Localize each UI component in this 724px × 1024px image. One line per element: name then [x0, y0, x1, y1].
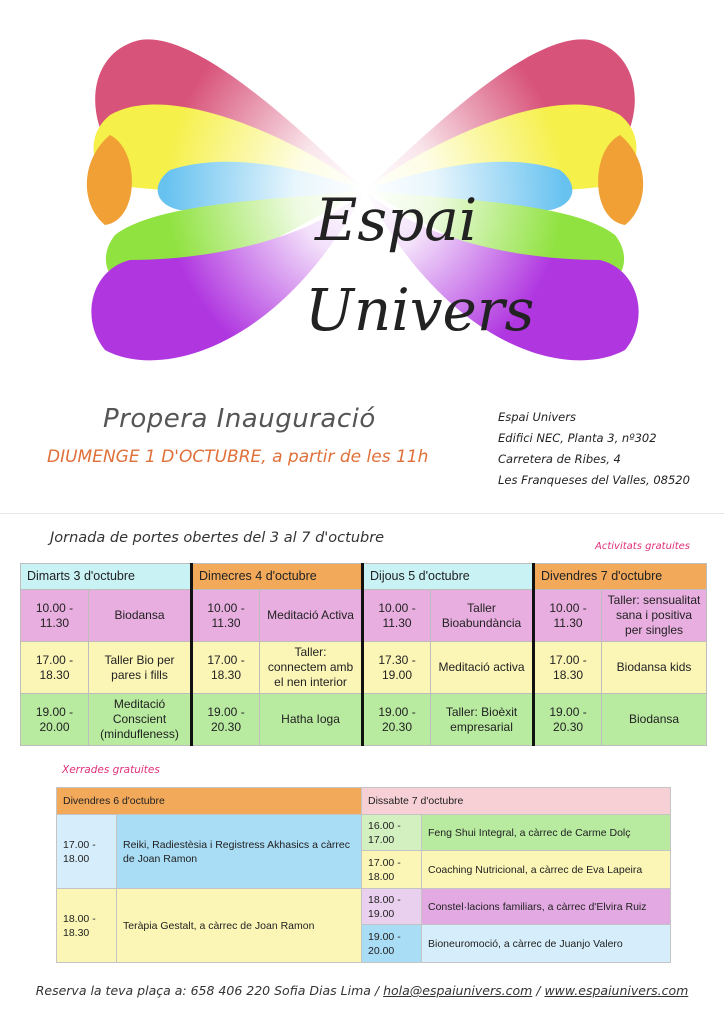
activity-cell: Meditació activa — [431, 642, 534, 694]
talk-time: 18.00 - 19.00 — [362, 889, 422, 925]
talk-time: 18.00 - 18.30 — [57, 889, 117, 963]
time-cell: 17.00 - 18.30 — [192, 642, 260, 694]
talks-table — [56, 787, 671, 963]
talk-topic: Feng Shui Integral, a càrrec de Carme Dolç — [422, 815, 671, 851]
talk-time: 17.00 - 18.00 — [362, 851, 422, 889]
day-header: Dimecres 4 d'octubre — [192, 564, 363, 590]
talk-topic: Reiki, Radiestèsia i Registress Akhasics a càrrec de Joan Ramon — [117, 815, 362, 889]
free-activities-label: Activitats gratuites — [595, 541, 690, 552]
time-cell: 19.00 - 20.30 — [534, 694, 602, 746]
brand-line2: Univers — [305, 276, 535, 344]
address-line3: Les Franqueses del Valles, 08520 — [498, 473, 690, 487]
day-header: Dimarts 3 d'octubre — [21, 564, 192, 590]
activity-cell: Hatha Ioga — [260, 694, 363, 746]
talks-title: Xerrades gratuites — [62, 764, 160, 776]
activity-cell: Meditació Activa — [260, 590, 363, 642]
footer-contact: Reserva la teva plaça a: 658 406 220 Sofia Dias Lima / — [35, 983, 384, 998]
time-cell: 10.00 - 11.30 — [21, 590, 89, 642]
time-cell: 10.00 - 11.30 — [363, 590, 431, 642]
schedule-row — [21, 590, 707, 642]
footer-email-link[interactable]: hola@espaiunivers.com — [383, 983, 533, 998]
address-line1: Edifici NEC, Planta 3, nº302 — [498, 431, 657, 445]
friday-header: Divendres 6 d'octubre — [57, 788, 362, 815]
activity-cell: Taller: connectem amb el nen interior — [260, 642, 363, 694]
talk-topic: Bioneuromoció, a càrrec de Juanjo Valero — [422, 925, 671, 963]
address-block — [498, 407, 690, 491]
schedule-title: Jornada de portes obertes del 3 al 7 d'octubre — [50, 530, 385, 546]
saturday-header: Dissabte 7 d'octubre — [362, 788, 671, 815]
schedule-header-row — [21, 564, 707, 590]
espai-univers-logo — [80, 20, 650, 380]
time-cell: 17.00 - 18.30 — [21, 642, 89, 694]
day-header: Dijous 5 d'octubre — [363, 564, 534, 590]
booking-footer — [0, 983, 724, 998]
activity-cell: Biodansa kids — [602, 642, 707, 694]
brand-line1: Espai — [315, 186, 478, 254]
activity-cell: Taller Bioabundància — [431, 590, 534, 642]
time-cell: 19.00 - 20.30 — [363, 694, 431, 746]
talk-row — [57, 815, 671, 851]
time-cell: 17.30 - 19.00 — [363, 642, 431, 694]
activity-cell: Meditació Conscient (mindufleness) — [89, 694, 192, 746]
talk-topic: Coaching Nutricional, a càrrec de Eva Lapeira — [422, 851, 671, 889]
time-cell: 10.00 - 11.30 — [192, 590, 260, 642]
talk-time: 19.00 - 20.00 — [362, 925, 422, 963]
activity-cell: Taller: Bioèxit empresarial — [431, 694, 534, 746]
address-line2: Carretera de Ribes, 4 — [498, 452, 621, 466]
activity-cell: Taller Bio per pares i fills — [89, 642, 192, 694]
footer-website-link[interactable]: www.espaiunivers.com — [544, 983, 689, 998]
talk-row — [57, 889, 671, 925]
time-cell: 17.00 - 18.30 — [534, 642, 602, 694]
talk-time: 16.00 - 17.00 — [362, 815, 422, 851]
opening-title: Propera Inauguració — [103, 404, 376, 434]
talk-topic: Constel·lacions familiars, a càrrec d'Elvira Ruiz — [422, 889, 671, 925]
time-cell: 19.00 - 20.00 — [21, 694, 89, 746]
talk-time: 17.00 - 18.00 — [57, 815, 117, 889]
schedule-table — [20, 563, 707, 746]
address-name: Espai Univers — [498, 410, 576, 424]
opening-date: DIUMENGE 1 D'OCTUBRE, a partir de les 11h — [47, 447, 429, 467]
day-header: Divendres 7 d'octubre — [534, 564, 707, 590]
section-divider — [0, 513, 724, 514]
time-cell: 10.00 - 11.30 — [534, 590, 602, 642]
footer-separator: / — [532, 983, 545, 998]
schedule-row — [21, 642, 707, 694]
activity-cell: Taller: sensualitat sana i positiva per singles — [602, 590, 707, 642]
schedule-row — [21, 694, 707, 746]
activity-cell: Biodansa — [602, 694, 707, 746]
talks-header-row — [57, 788, 671, 815]
talk-topic: Teràpia Gestalt, a càrrec de Joan Ramon — [117, 889, 362, 963]
time-cell: 19.00 - 20.30 — [192, 694, 260, 746]
activity-cell: Biodansa — [89, 590, 192, 642]
